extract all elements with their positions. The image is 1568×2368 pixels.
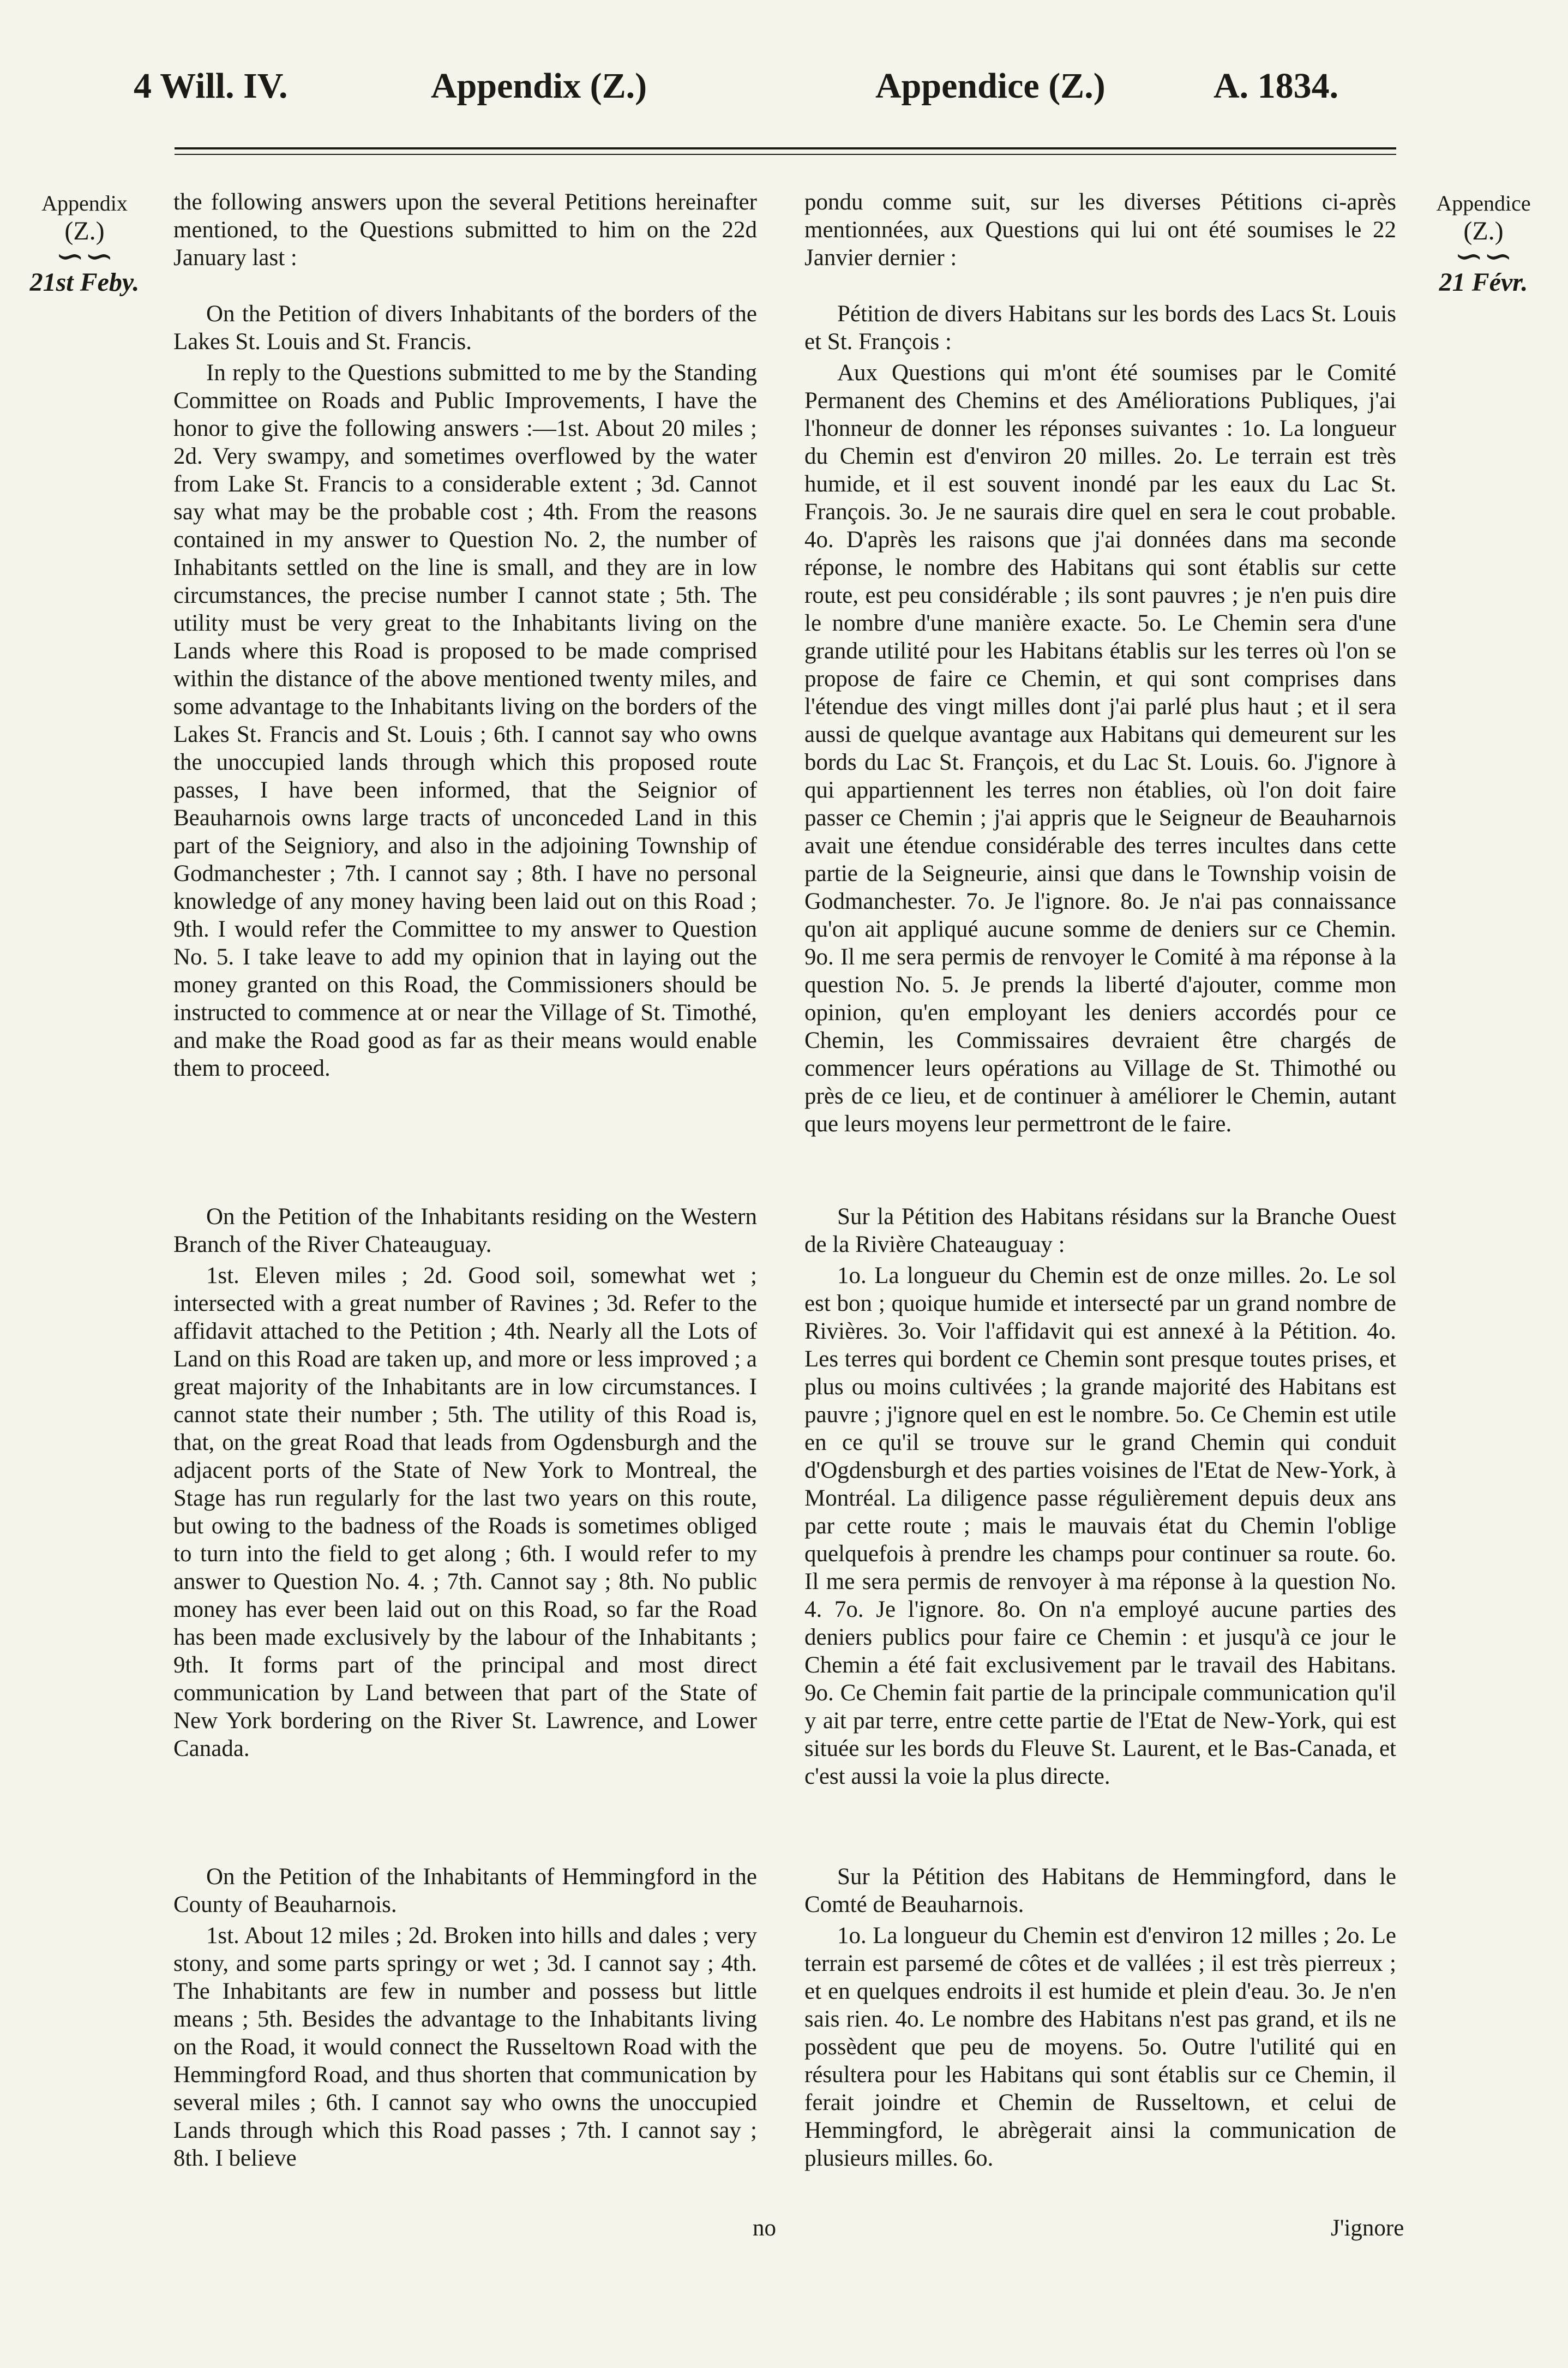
header-left-ref: 4 Will. IV. [134, 66, 288, 106]
english-column [173, 188, 757, 1082]
french-s1-heading: Pétition de divers Habitans sur les bords des Lacs St. Louis et St. François : [804, 301, 1396, 355]
english-catchword: no [753, 2215, 776, 2241]
header-rule-thin [175, 154, 1396, 155]
french-catchword: J'ignore [1331, 2215, 1404, 2241]
french-s3-body: 1o. La longueur du Chemin est d'environ 12 milles ; 2o. Le terrain est parsemé de côtes et de vallées ; il est très pierreux ; et en quelques endroits il est humide et plein d'eau. 3o. Je n'en sais rien. 4o. Le nombre des Habitans n'est pas grand, et ils ne possèdent que peu de moyens. 5o. Outre l'utilité qui en résultera pour les Habitans qui sont établis sur ce Chemin, il ferait joindre et Chemin de Russeltown, et celui de Hemmingford, le abrègerait ainsi la communication de plusieurs milles. 6o. [804, 1923, 1396, 2171]
french-section-2 [804, 1203, 1396, 1790]
margin-label-left: Appendix [41, 191, 128, 215]
header-right-title: Appendice (Z.) [875, 66, 1106, 106]
french-s1-body: Aux Questions qui m'ont été soumises par le Comité Permanent des Chemins et des Améliorations Publiques, j'ai l'honneur de donner les réponses suivantes : 1o. La longueur du Chemin est d'environ 20 milles. 2o. Le terrain est très humide, et il est souvent inondé par les eaux du Lac St. François. 3o. Je ne saurais dire quel en sera le cout probable. 4o. D'après les raisons que j'ai données dans ma seconde réponse, le nombre des Habitans qui sont établis sur cette route, est peu considérable ; ils sont pauvres ; je n'en puis dire le nombre d'une manière exacte. 5o. Le Chemin sera d'une grande utilité pour les Habitans établis sur les terres où l'on se propose de faire ce Chemin, et qui sont comprises dans l'étendue des vingt milles dont j'ai parlé plus haut ; et il sera aussi de quelque avantage aux Habitans qui demeurent sur les bords du Lac St. François, et du Lac St. Louis. 6o. J'ignore à qui appartiennent les terres non établies, où l'on doit faire passer ce Chemin ; j'ai appris que le Seigneur de Beauharnois avait une étendue considérable des terres incultes dans cette partie de la Seigneurie, ainsi que dans le Township voisin de Godmanchester. 7o. Je l'ignore. 8o. Je n'ai pas connaissance qu'on ait appliqué aucune somme de deniers sur ce Chemin. 9o. Il me sera permis de renvoyer le Comité à ma réponse à la question No. 5. Je prends la liberté d'ajouter, comme mon opinion, qu'en employant les deniers accordés pour ce Chemin, les Commissaires devraient être chargés de commencer leurs opérations au Village de St. Thimothé ou près de ce lieu, et de continuer à améliorer le Chemin, autant que leurs moyens leur permettront de le faire. [804, 360, 1396, 1137]
margin-date-right: 21 Févr. [1439, 267, 1528, 297]
french-section-3 [804, 1863, 1396, 2172]
english-section-2 [173, 1203, 757, 1762]
french-column [804, 188, 1396, 1138]
margin-date-left: 21st Feby. [29, 267, 140, 297]
english-s1-heading: On the Petition of divers Inhabitants of the borders of the Lakes St. Louis and St. Francis. [173, 301, 757, 355]
header-left-title: Appendix (Z.) [431, 66, 647, 106]
margin-note-right [1418, 191, 1549, 297]
header-rule-thick [175, 147, 1396, 149]
margin-label-right: Appendice [1436, 191, 1531, 215]
french-s3-heading: Sur la Pétition des Habitans de Hemmingford, dans le Comté de Beauharnois. [804, 1864, 1396, 1917]
english-intro: the following answers upon the several Petitions hereinafter mentioned, to the Questions submitted to him on the 22d January last : [173, 189, 757, 271]
english-s2-body: 1st. Eleven miles ; 2d. Good soil, somewhat wet ; intersected with a great number of Ravines ; 3d. Refer to the affidavit attached to the Petition ; 4th. Nearly all the Lots of Land on this Road are taken up, and more or less improved ; a great majority of the Inhabitants are in low circumstances. I cannot state their number ; 5th. The utility of this Road is, that, on the great Road that leads from Ogdensburgh and the adjacent ports of the State of New York to Montreal, the Stage has run regularly for the last two years on this route, but owing to the badness of the Roads is sometimes obliged to turn into the field to get along ; 6th. I would refer to my answer to Question No. 4. ; 7th. Cannot say ; 8th. No public money has ever been laid out on this Road, so far the Road has been made exclusively by the labour of the Inhabitants ; 9th. It forms part of the principal and most direct communication by Land between that part of the State of New York bordering on the River St. Lawrence, and Lower Canada. [173, 1263, 757, 1761]
english-s1-body: In reply to the Questions submitted to me by the Standing Committee on Roads and Public Improvements, I have the honor to give the following answers :—1st. About 20 miles ; 2d. Very swampy, and sometimes overflowed by the water from Lake St. Francis to a considerable extent ; 3d. Cannot say what may be the probable cost ; 4th. From the reasons contained in my answer to Question No. 2, the number of Inhabitants settled on the line is small, and they are in low circumstances, the precise number I cannot state ; 5th. The utility must be very great to the Inhabitants living on the Lands where this Road is proposed to be made comprised within the distance of the above mentioned twenty miles, and some advantage to the Inhabitants living on the borders of the Lakes St. Francis and St. Louis ; 6th. I cannot say who owns the unoccupied lands through which this proposed route passes, I have been informed, that the Seignior of Beauharnois owns large tracts of unconceded Land in this part of the Seigniory, and also in the adjoining Township of Godmanchester ; 7th. I cannot say ; 8th. I have no personal knowledge of any money having been laid out on this Road ; 9th. I would refer the Committee to my answer to Question No. 5. I take leave to add my opinion that in laying out the money granted on this Road, the Commissioners should be instructed to commence at or near the Village of St. Timothé, and make the Road good as far as their means would enable them to proceed. [173, 360, 757, 1081]
margin-ref-left: (Z.) [64, 217, 105, 245]
margin-ref-right: (Z.) [1463, 217, 1504, 245]
english-s3-body: 1st. About 12 miles ; 2d. Broken into hills and dales ; very stony, and some parts springy or wet ; 3d. I cannot say ; 4th. The Inhabitants are few in number and possess but little means ; 5th. Besides the advantage to the Inhabitants living on the Road, it would connect the Russeltown Road with the Hemmingford Road, and thus shorten that communication by several miles ; 6th. I cannot say who owns the unoccupied Lands through which this Road passes ; 7th. I cannot say ; 8th. I believe [173, 1923, 757, 2171]
french-s2-body: 1o. La longueur du Chemin est de onze milles. 2o. Le sol est bon ; quoique humide et intersecté par un grand nombre de Rivières. 3o. Voir l'affidavit qui est annexé à la Pétition. 4o. Les terres qui bordent ce Chemin sont presque toutes prises, et plus ou moins cultivées ; la grande majorité des Habitans est pauvre ; j'ignore quel en est le nombre. 5o. Ce Chemin est utile en ce qu'il se trouve sur le grand Chemin qui conduit d'Ogdensburgh et des parties voisines de l'Etat de New-York, à Montréal. La diligence passe régulièrement depuis deux ans par cette route ; mais le mauvais état du Chemin l'oblige quelquefois à prendre les champs pour continuer sa route. 6o. Il me sera permis de renvoyer à ma réponse à la question No. 4. 7o. Je l'ignore. 8o. On n'a employé aucune parties des deniers publics pour faire ce Chemin : et jusqu'à ce jour le Chemin a été fait exclusivement par le travail des Habitans. 9o. Ce Chemin fait partie de la principale communication qu'il y ait par terre, entre cette partie de l'Etat de New-York, qui est située sur les bords du Fleuve St. Laurent, et le Bas-Canada, et c'est aussi la voie la plus directe. [804, 1263, 1396, 1789]
header-right-ref: A. 1834. [1213, 66, 1339, 106]
flourish-right: ∽∽ [1454, 237, 1513, 276]
margin-note-left [27, 191, 142, 297]
english-section-3 [173, 1863, 757, 2172]
french-intro: pondu comme suit, sur les diverses Pétitions ci-après mentionnées, aux Questions qui lui ont été soumises le 22 Janvier dernier : [804, 189, 1396, 271]
french-s2-heading: Sur la Pétition des Habitans résidans sur la Branche Ouest de la Rivière Chateauguay : [804, 1204, 1396, 1257]
english-s3-heading: On the Petition of the Inhabitants of Hemmingford in the County of Beauharnois. [173, 1864, 757, 1917]
flourish-left: ∽∽ [55, 237, 114, 276]
english-s2-heading: On the Petition of the Inhabitants residing on the Western Branch of the River Chateauguay. [173, 1204, 757, 1257]
